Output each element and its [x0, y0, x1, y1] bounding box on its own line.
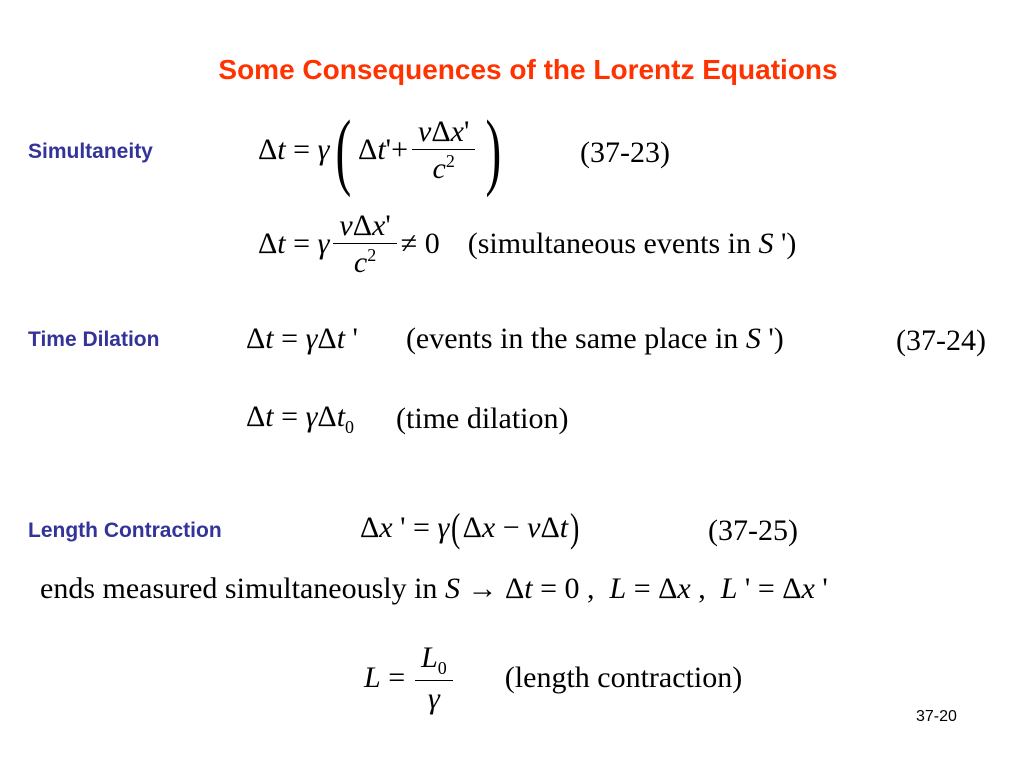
page-number: 37-20	[916, 708, 957, 725]
section-label-simultaneity: Simultaneity	[28, 140, 153, 163]
slide-title: Some Consequences of the Lorentz Equations	[218, 54, 838, 85]
section-label-length-contraction: Length Contraction	[28, 519, 222, 542]
equation-time-dilation: Δt = γΔt$_0$ (time dilation)	[246, 400, 569, 437]
ends-measured-text: ends measured simultaneously in	[40, 572, 445, 605]
note-simultaneous-events: (simultaneous events in	[467, 227, 759, 260]
note-time-dilation: (time dilation)	[396, 402, 569, 435]
ends-measured-line: ends measured simultaneously in S → Δt = 0 , L = Δx , L ' = Δx '	[40, 572, 828, 605]
note-length-contraction: (length contraction)	[504, 661, 743, 694]
equation-simultaneous-events: Δt = γ $\frac{\text{vΔx'}}{c^2}$ ≠ 0 (simultaneous events in S ')	[258, 208, 797, 279]
equation-number-37-24: (37-24)	[896, 324, 986, 357]
section-label-time-dilation: Time Dilation	[28, 328, 160, 351]
equation-number-37-23: (37-23)	[580, 136, 670, 169]
equation-37-24: Δt = γΔt ' (events in the same place in S ')	[246, 322, 784, 355]
note-same-place: (events in the same place in	[405, 322, 746, 355]
equation-37-25: Δx ' = γ ( Δx − vΔt )	[360, 505, 580, 550]
equation-37-23: Δt = γ ( Δt'+ $\frac{\text{vΔx'}}{c^2}$ )	[258, 102, 502, 198]
equation-number-37-25: (37-25)	[708, 514, 798, 547]
equation-length-contraction: L = $\frac{L_0}{\gamma}$ (length contraction)	[364, 640, 743, 715]
